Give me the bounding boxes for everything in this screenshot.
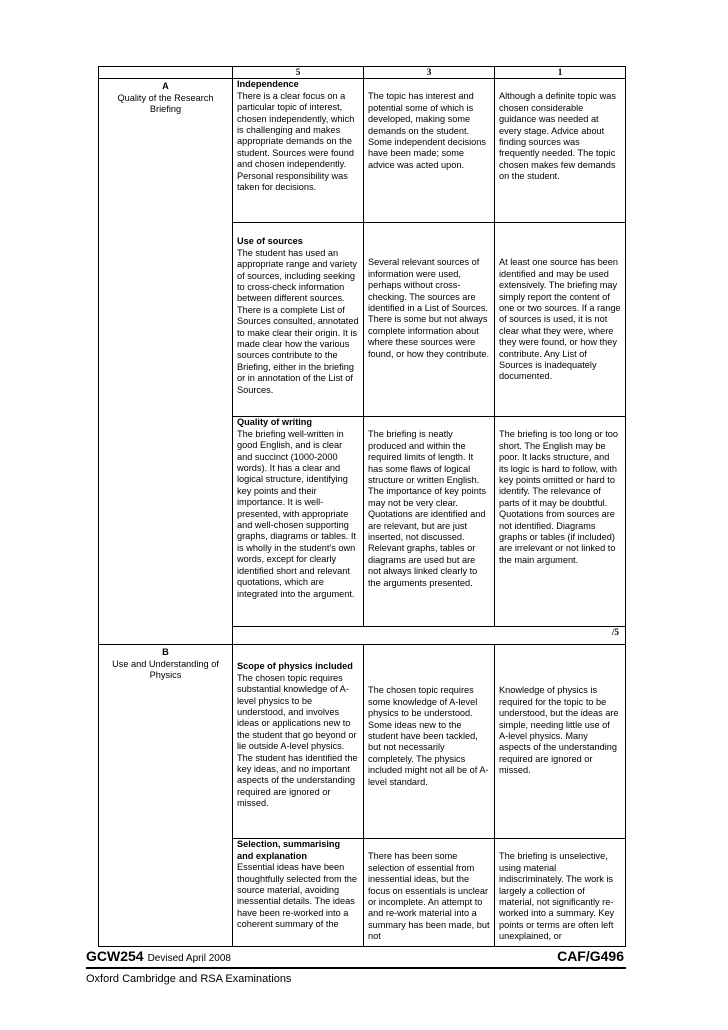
footer-code bbox=[86, 948, 231, 964]
descriptor-text: Several relevant sources of information were used, perhaps without cross-checking. The sources are identified in a List of Sources. There is some but not always complete information about where these sources were found, or how they contribute. bbox=[368, 257, 490, 359]
header-mark-1: 1 bbox=[495, 67, 626, 79]
section-b-letter: B bbox=[162, 647, 169, 658]
criterion-name: Scope of physics included bbox=[237, 661, 353, 672]
criterion-5-cell bbox=[233, 417, 364, 627]
criterion-5-cell bbox=[233, 223, 364, 417]
header-blank bbox=[99, 67, 233, 79]
criterion-3-cell bbox=[364, 223, 495, 417]
descriptor-text: The briefing is too long or too short. The English may be poor. It lacks structure, and its logic is hard to follow, with key points omitted or hard to identify. The relevance of parts of it may be doubtful. Quotations from sources are not identified. Diagrams graphs or tables (if included) are irrelevant or not linked to the main argument. bbox=[499, 429, 618, 565]
descriptor-text: Knowledge of physics is required for the topic to be understood, but the ideas are simple, needing little use of A-level physics. Many aspects of the understanding required are ignored or missed. bbox=[499, 685, 619, 776]
footer-ref: CAF/G496 bbox=[557, 948, 624, 964]
criterion-name: Independence bbox=[237, 79, 299, 90]
section-a-mark: /5 bbox=[233, 627, 626, 645]
descriptor-text: The briefing is unselective, using material indiscriminately. The work is largely a collection of material, not significantly re-worked into a summary. Key points or terms are often left unexplained, or bbox=[499, 851, 615, 942]
criterion-3-cell bbox=[364, 417, 495, 627]
unit-code: GCW254 bbox=[86, 948, 144, 964]
descriptor-text: The student has used an appropriate range and variety of sources, including seeking to cross-check information between different sources. There is a complete List of Sources consulted, annotated to make clear their origin. It is made clear how the various sources contribute to the Briefing, either in the briefing or in annotation of the List of Sources. bbox=[237, 247, 359, 395]
assessment-rubric-table bbox=[98, 66, 626, 947]
header-mark-5: 5 bbox=[233, 67, 364, 79]
criterion-5-cell bbox=[233, 79, 364, 223]
descriptor-text: The chosen topic requires substantial knowledge of A-level physics to be understood, and involves ideas or applications new to the student that go beyond or lie outside A-level physics. The student has identified the key ideas, and no important aspects of the understanding required are ignored or missed. bbox=[237, 672, 358, 809]
section-a-label bbox=[99, 79, 233, 645]
criterion-5-cell bbox=[233, 839, 364, 947]
descriptor-text: There has been some selection of essential from inessential ideas, but the focus on essentials is unclear or incomplete. An attempt to and re-work material into a summary has been made, but not bbox=[368, 851, 490, 942]
criterion-row bbox=[99, 79, 626, 223]
descriptor-text: Although a definite topic was chosen considerable guidance was needed at every stage. Advice about finding sources was frequently needed. The topic chosen makes few demands on the student. bbox=[499, 91, 616, 182]
descriptor-text: The chosen topic requires some knowledge of A-level physics to be understood. Some ideas new to the student have been tackled, but not necessarily completely. The physics included might not all be of A-level standard. bbox=[368, 685, 489, 787]
devised-date: Devised April 2008 bbox=[147, 953, 231, 964]
footer-divider bbox=[86, 967, 626, 969]
criterion-name: Quality of writing bbox=[237, 417, 313, 428]
criterion-1-cell bbox=[495, 839, 626, 947]
criterion-1-cell bbox=[495, 79, 626, 223]
descriptor-text: The topic has interest and potential some of which is developed, making some demands on the student. Some independent decisions have been made; some advice was acted upon. bbox=[368, 91, 486, 170]
descriptor-text: The briefing is neatly produced and within the required limits of length. It has some flaws of logical structure or written English. The importance of key points may not be very clear. Quotations are identified and are relevant, but are just inserted, not discussed. Relevant graphs, tables or diagrams are used but are not always linked clearly to the arguments presented. bbox=[368, 429, 486, 588]
section-b-label bbox=[99, 645, 233, 947]
descriptor-text: Essential ideas have been thoughtfully selected from the source material, avoiding inessential details. The ideas have been re-worked into a coherent summary of the bbox=[237, 862, 358, 930]
header-mark-3: 3 bbox=[364, 67, 495, 79]
section-a-letter: A bbox=[162, 81, 169, 92]
criterion-3-cell bbox=[364, 645, 495, 839]
criterion-name: Use of sources bbox=[237, 236, 303, 247]
criterion-1-cell bbox=[495, 417, 626, 627]
descriptor-text: The briefing well-written in good English, and is clear and succinct (1000-2000 words). It has a clear and logical structure, identifying key points and their importance. It is well-presented, with appropriate and well-chosen supporting graphs, diagrams or tables. It is wholly in the student's own words, except for clearly identified short and relevant quotations, which are integrated into the argument. bbox=[237, 428, 356, 599]
footer-organisation: Oxford Cambridge and RSA Examinations bbox=[86, 973, 292, 985]
criterion-row bbox=[99, 645, 626, 839]
descriptor-text: At least one source has been identified and may be used extensively. The briefing may simply report the content of one or two sources. If a range of sources is used, it is not clear what they were, where they were found, or how they contribute. Any List of Sources is inadequately documented. bbox=[499, 257, 621, 382]
criterion-3-cell bbox=[364, 839, 495, 947]
criterion-1-cell bbox=[495, 645, 626, 839]
criterion-name: Selection, summarising and explanation bbox=[237, 839, 341, 861]
criterion-5-cell bbox=[233, 645, 364, 839]
criterion-1-cell bbox=[495, 223, 626, 417]
section-a-title: Quality of the Research Briefing bbox=[117, 92, 214, 115]
mark-header-row bbox=[99, 67, 626, 79]
section-b-title: Use and Understanding of Physics bbox=[112, 658, 219, 681]
descriptor-text: There is a clear focus on a particular topic of interest, chosen independently, which is challenging and makes appropriate demands on the student. Sources were found and chosen independently. Personal responsibility was taken for decisions. bbox=[237, 90, 355, 193]
criterion-3-cell bbox=[364, 79, 495, 223]
